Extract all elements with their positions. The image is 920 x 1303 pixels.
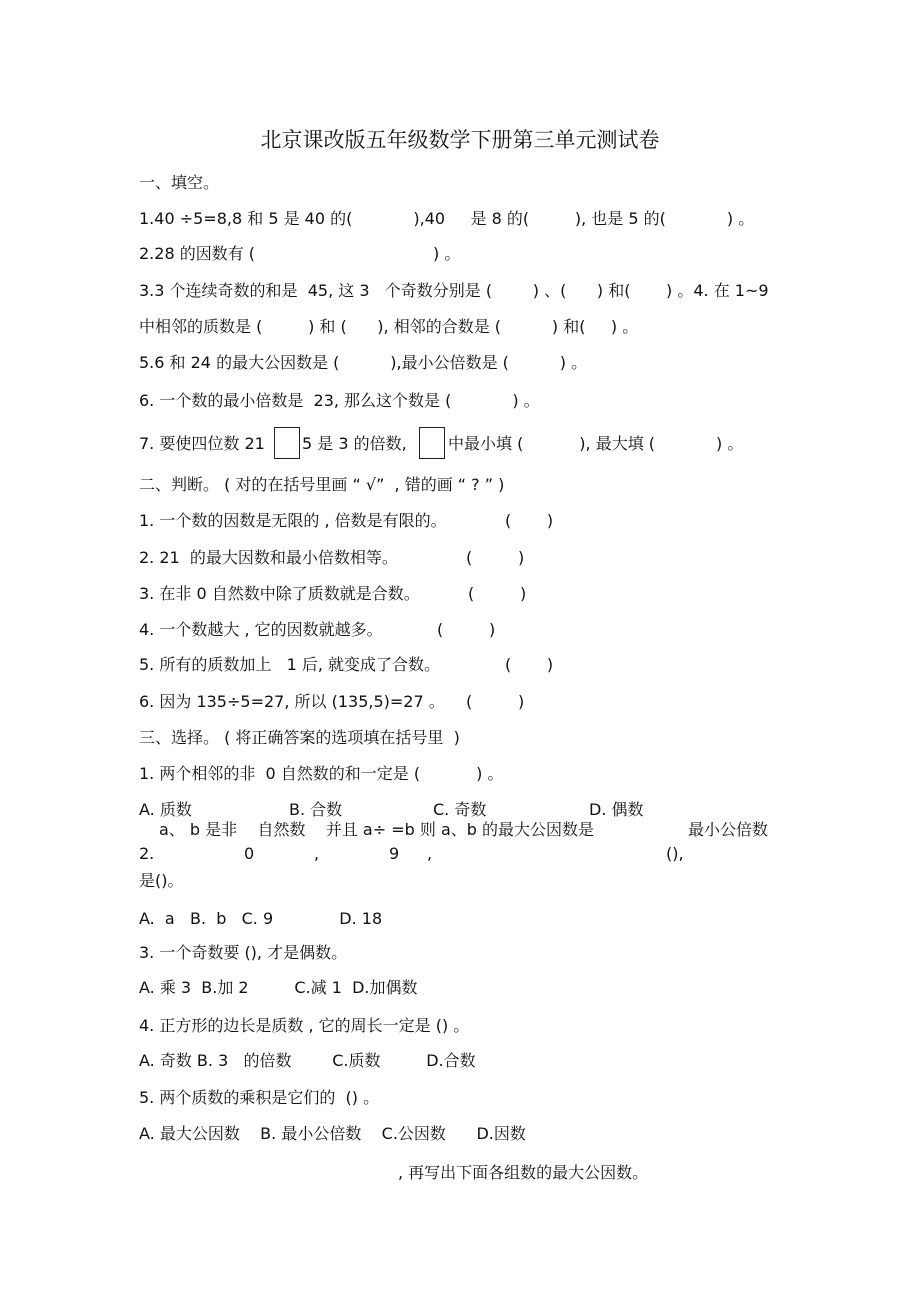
choice-question-2-zero: 0 [244, 844, 255, 863]
judgement-item-text: 1. 一个数的因数是无限的 , 倍数是有限的。 [139, 511, 447, 530]
option-b: B. 合数 [289, 800, 343, 819]
choice-question-2-nine: 9 [389, 844, 400, 863]
question-1-3: 3.3 个连续奇数的和是 45, 这 3 个奇数分别是 ( ) 、( ) 和( ) 。4. 在 1~9 [139, 281, 769, 300]
choice-question-2-paren: (), [666, 844, 684, 863]
judgement-answer-paren: ( ) [505, 655, 554, 674]
judgement-answer-paren: ( ) [468, 584, 527, 603]
choice-question-5: 5. 两个质数的乘积是它们的 () 。 [139, 1088, 380, 1107]
question-1-2: 2.28 的因数有 ( ) 。 [139, 244, 461, 263]
option-d: D. 偶数 [589, 800, 644, 819]
judgement-answer-paren: ( ) [466, 548, 525, 567]
question-1-1: 1.40 ÷5=8,8 和 5 是 40 的( ),40 是 8 的( ), 也是 5 的( ) 。 [139, 209, 755, 228]
judgement-item-text: 6. 因为 135÷5=27, 所以 (135,5)=27 。 [139, 692, 445, 711]
question-1-7-part-c: 中最小填 ( ), 最大填 ( ) 。 [448, 434, 744, 453]
section2-heading: 二、判断。 ( 对的在括号里画 “ √” , 错的画 “ ? ” ) [139, 475, 505, 494]
page-title: 北京课改版五年级数学下册第三单元测试卷 [260, 128, 660, 152]
choice-question-2-upper-right: 最小公倍数 [688, 820, 769, 839]
choice-question-2-options: A. a B. b C. 9 D. 18 [139, 909, 383, 928]
choice-question-2-upper: a、 b 是非 自然数 并且 a÷ =b 则 a、b 的最大公因数是 [159, 820, 594, 839]
option-c: C. 奇数 [433, 800, 487, 819]
question-1-4: 中相邻的质数是 ( ) 和 ( ), 相邻的合数是 ( ) 和( ) 。 [139, 317, 639, 336]
judgement-item-text: 4. 一个数越大 , 它的因数就越多。 [139, 620, 383, 639]
judgement-answer-paren: ( ) [437, 620, 496, 639]
section1-heading: 一、填空。 [139, 173, 220, 192]
choice-question-3: 3. 一个奇数要 (), 才是偶数。 [139, 943, 348, 962]
digit-box [419, 427, 445, 459]
choice-question-2-number: 2. [139, 844, 155, 863]
option-a: A. 质数 [139, 800, 192, 819]
question-1-7-part-a: 7. 要使四位数 21 [139, 434, 265, 453]
choice-question-3-options: A. 乘 3 B.加 2 C.减 1 D.加偶数 [139, 978, 418, 997]
judgement-item-text: 5. 所有的质数加上 1 后, 就变成了合数。 [139, 655, 441, 674]
choice-question-2-end: 是()。 [139, 871, 184, 890]
choice-question-1: 1. 两个相邻的非 0 自然数的和一定是 ( ) 。 [139, 764, 504, 783]
judgement-answer-paren: ( ) [505, 511, 554, 530]
choice-question-2-comma: , [314, 844, 320, 863]
question-1-6: 6. 一个数的最小倍数是 23, 那么这个数是 ( ) 。 [139, 391, 540, 410]
question-1-5: 5.6 和 24 的最大公因数是 ( ),最小公倍数是 ( ) 。 [139, 353, 588, 372]
judgement-answer-paren: ( ) [466, 692, 525, 711]
section3-heading: 三、选择。 ( 将正确答案的选项填在括号里 ) [139, 728, 460, 747]
choice-question-2-comma: , [427, 844, 433, 863]
trailing-instruction: , 再写出下面各组数的最大公因数。 [398, 1163, 649, 1182]
choice-question-5-options: A. 最大公因数 B. 最小公倍数 C.公因数 D.因数 [139, 1124, 526, 1143]
judgement-item-text: 3. 在非 0 自然数中除了质数就是合数。 [139, 584, 420, 603]
judgement-item-text: 2. 21 的最大因数和最小倍数相等。 [139, 548, 398, 567]
choice-question-4: 4. 正方形的边长是质数 , 它的周长一定是 () 。 [139, 1016, 470, 1035]
question-1-7-part-b: 5 是 3 的倍数, [302, 434, 407, 453]
choice-question-4-options: A. 奇数 B. 3 的倍数 C.质数 D.合数 [139, 1051, 476, 1070]
digit-box [274, 427, 300, 459]
